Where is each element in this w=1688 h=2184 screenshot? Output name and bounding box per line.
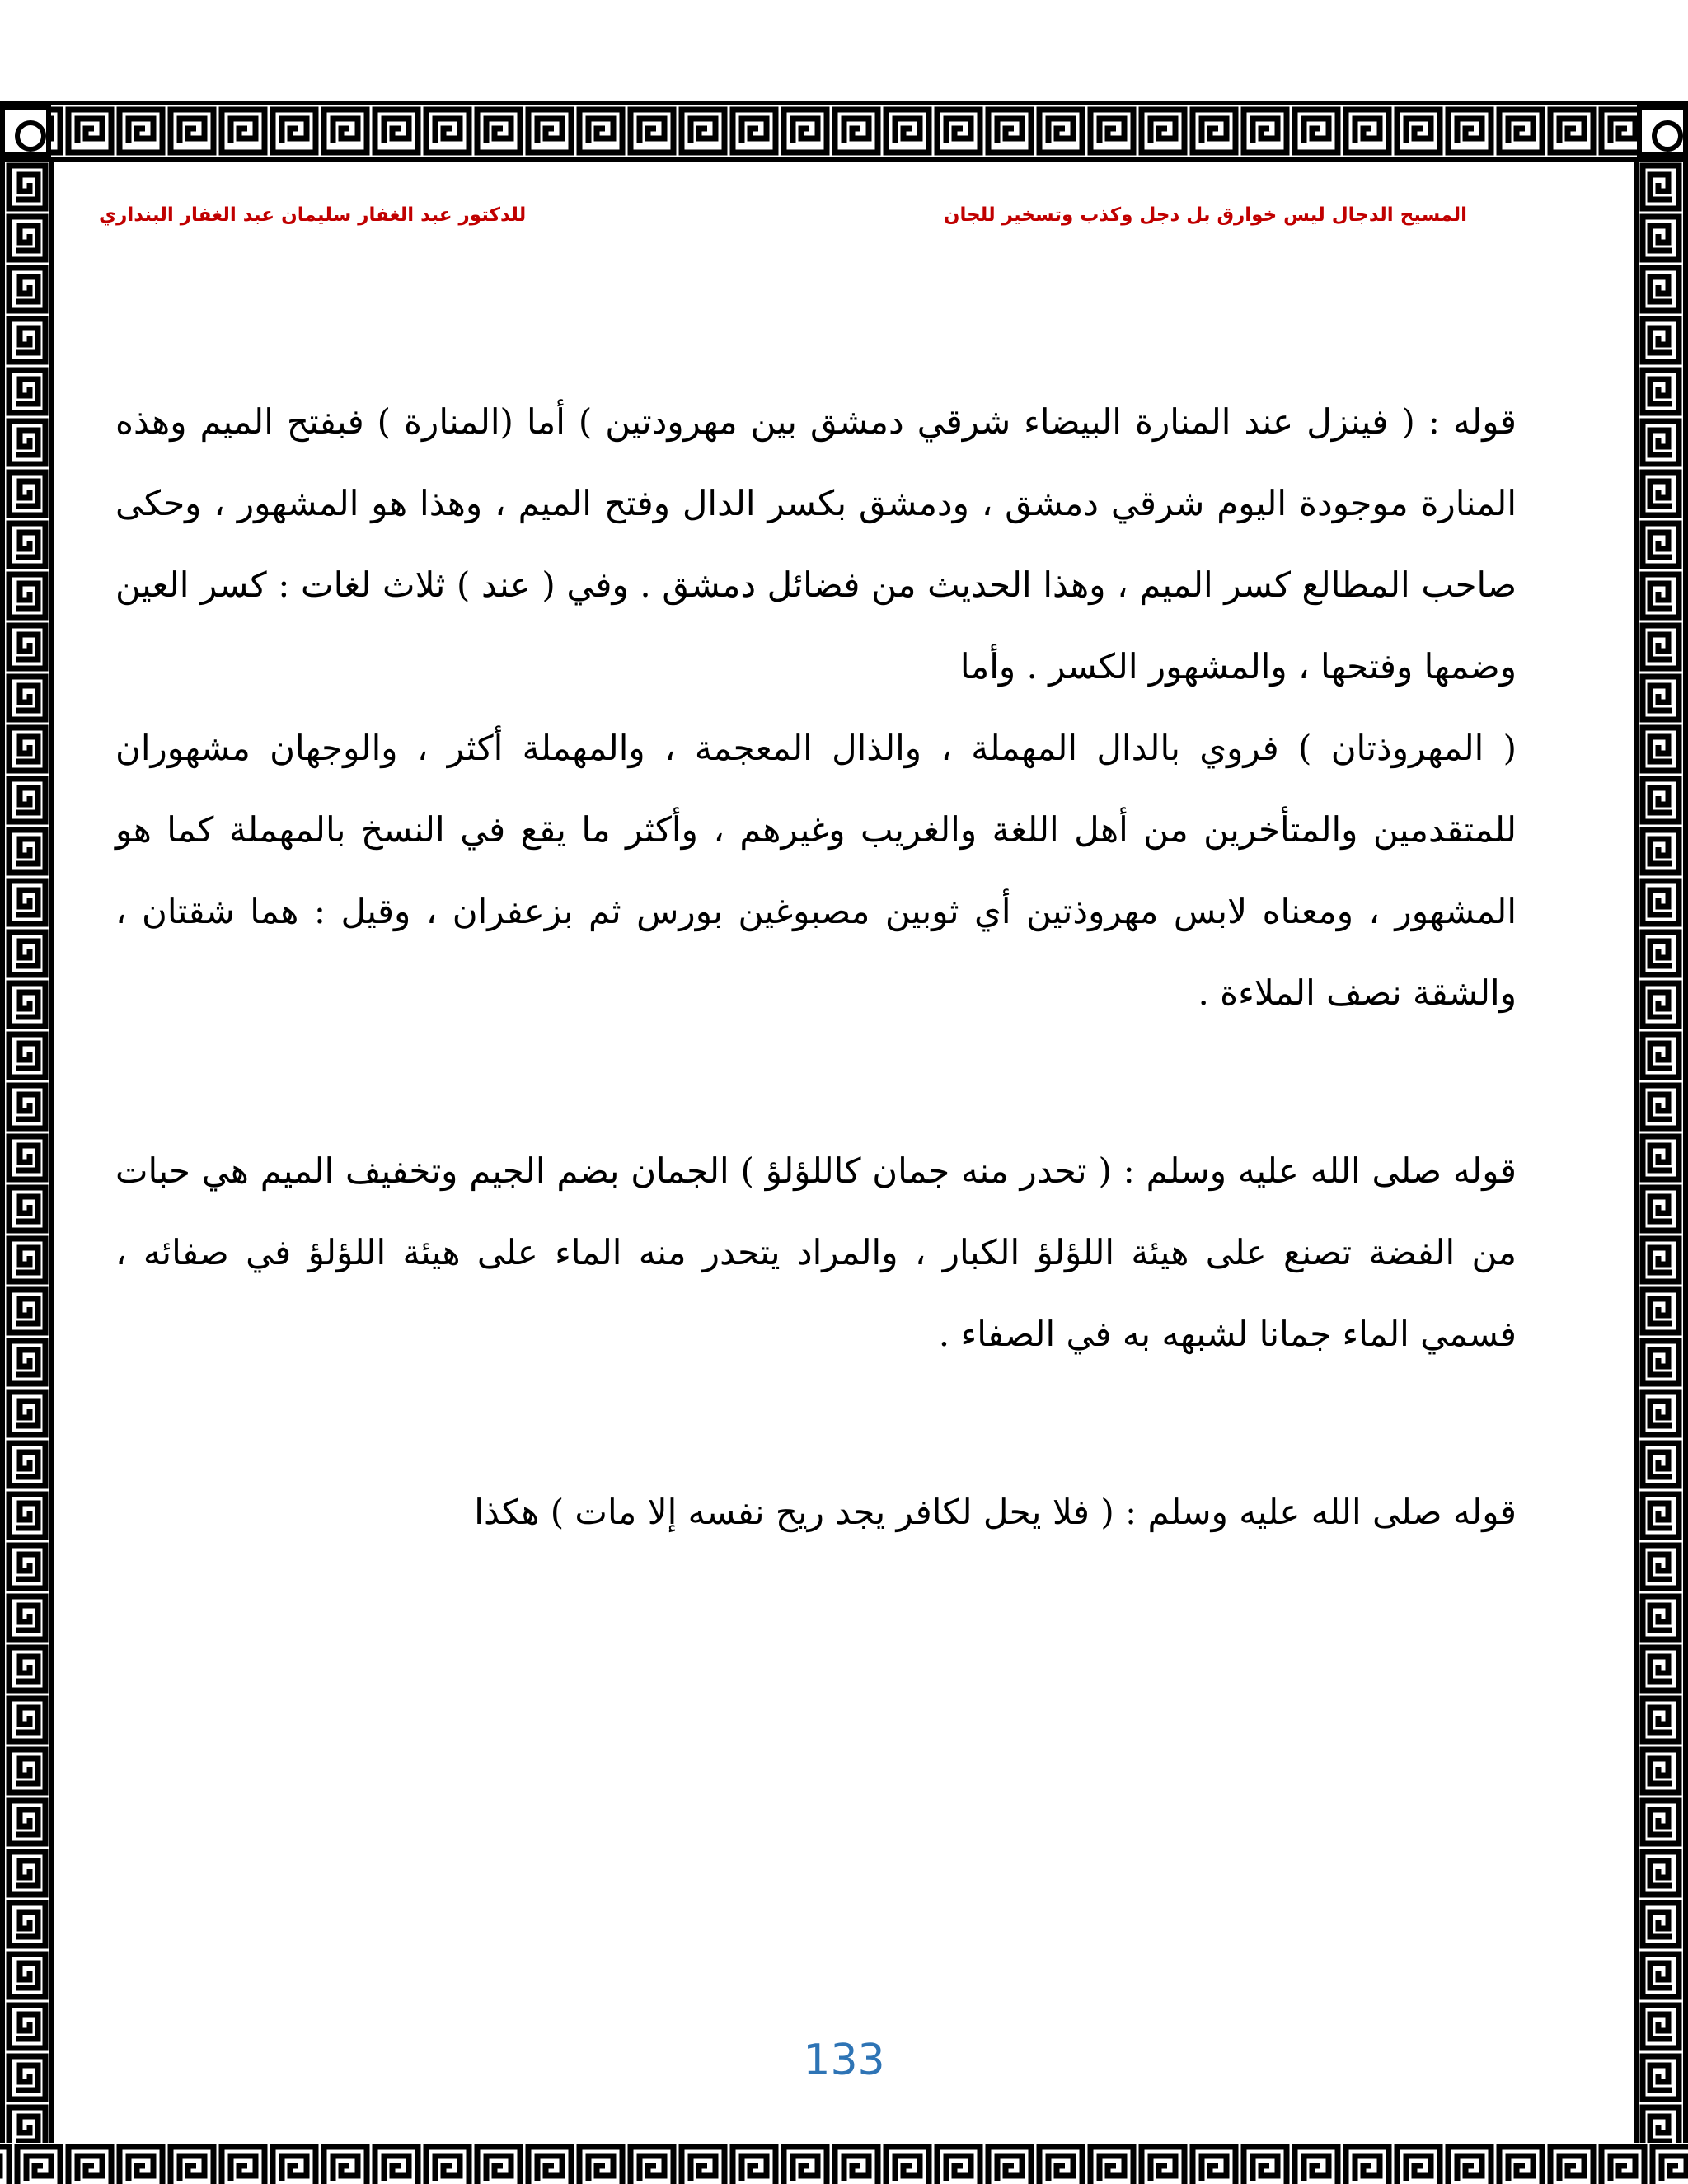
border-corner-left: [0, 105, 51, 157]
decorative-border-right: [1634, 162, 1688, 2184]
header-book-title: المسيح الدجال ليس خوارق بل دجل وكذب وتسخير للجان: [943, 204, 1467, 226]
decorative-border-top: [0, 101, 1688, 162]
decorative-border-bottom: [0, 2143, 1688, 2184]
page-body: [115, 381, 1517, 1553]
paragraph-spacer: [115, 1033, 1517, 1130]
paragraph-3: قوله صلى الله عليه وسلم : ( تحدر منه جمان كاللؤلؤ ) الجمان بضم الجيم وتخفيف الميم هي حبات من الفضة تصنع على هيئة اللؤلؤ الكبار ، والمراد يتحدر منه الماء على هيئة اللؤلؤ في صفائه ، فسمي الماء جمانا لشبهه به في الصفاء .: [115, 1151, 1517, 1354]
header-author: للدكتور عبد الغفار سليمان عبد الغفار البنداري: [99, 204, 527, 226]
paragraph-spacer: [115, 1375, 1517, 1471]
paragraph-1: قوله : ( فينزل عند المنارة البيضاء شرقي دمشق بين مهرودتين ) أما (المنارة ) فبفتح الميم وهذه المنارة موجودة اليوم شرقي دمشق ، ودمشق بكسر الدال وفتح الميم ، وهذا هو المشهور ، وحكى صاحب المطالع كسر الميم ، وهذا الحديث من فضائل دمشق . وفي ( عند ) ثلاث لغات : كسر العين وضمها وفتحها ، والمشهور الكسر . وأما: [115, 401, 1517, 687]
page-number: 133: [803, 2036, 885, 2085]
decorative-border-left: [0, 162, 54, 2184]
border-corner-right: [1637, 105, 1688, 157]
running-header: [99, 204, 1467, 237]
paragraph-2: ( المهروذتان ) فروي بالدال المهملة ، والذال المعجمة ، والمهملة أكثر ، والوجهان مشهوران للمتقدمين والمتأخرين من أهل اللغة والغريب وغيرهم ، وأكثر ما يقع في النسخ بالمهملة كما هو المشهور ، ومعناه لابس مهروذتين أي ثوبين مصبوغين بورس ثم بزعفران ، وقيل : هما شقتان ، والشقة نصف الملاءة .: [115, 728, 1517, 1013]
paragraph-4: قوله صلى الله عليه وسلم : ( فلا يحل لكافر يجد ريح نفسه إلا مات ) هكذا: [474, 1492, 1517, 1532]
